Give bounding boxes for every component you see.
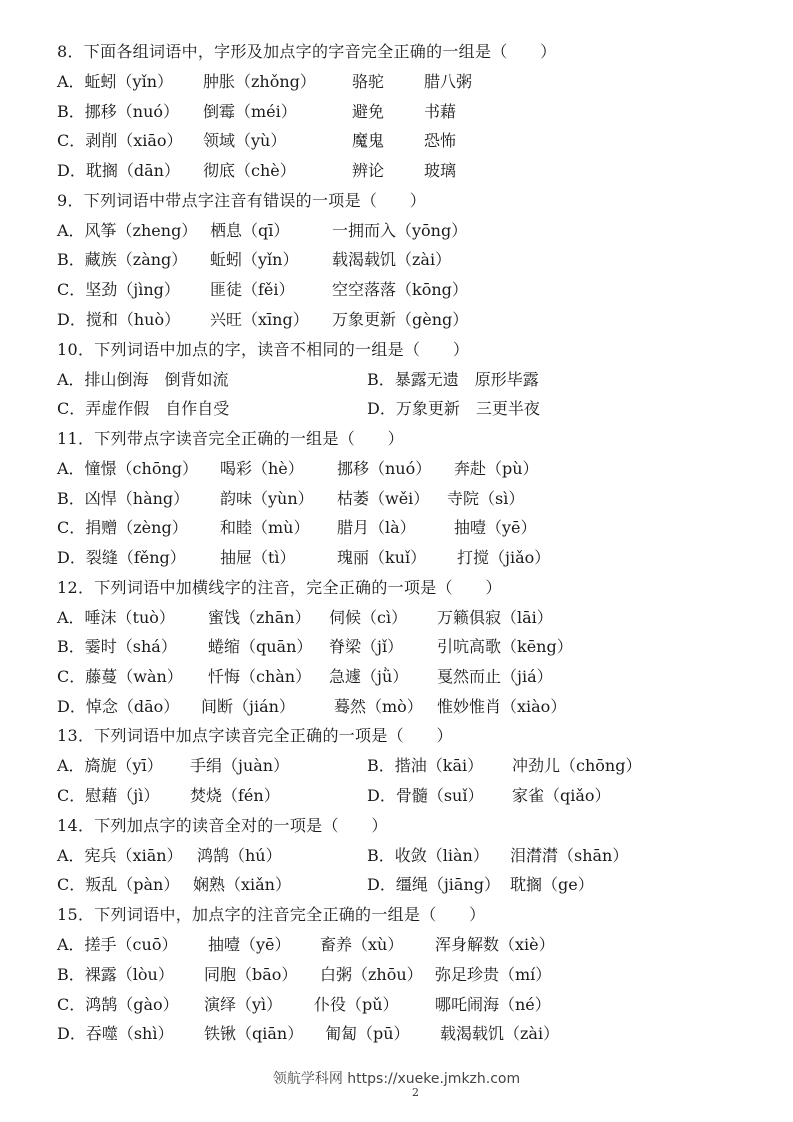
option-cell: 戛然而止（jiá）	[437, 667, 553, 686]
option-cell: 空空落落（kōng）	[332, 280, 468, 300]
option-cell: 书藉	[424, 101, 457, 121]
option-row	[57, 781, 777, 811]
option-cell: 蜷缩（quān）	[208, 637, 313, 657]
option-row	[57, 990, 777, 1020]
option-cell: A．风筝（zheng）	[57, 220, 198, 240]
option-cell: 同胞（bāo）	[204, 964, 298, 984]
question-title: 12．下列词语中加横线字的注音，完全正确的一项是（ ）	[57, 577, 502, 597]
option-cell: 娴熟（xiǎn）	[193, 875, 291, 895]
option-cell: 辨论	[352, 161, 385, 181]
option-cell: 腊月（là）	[337, 518, 416, 538]
option-row	[57, 245, 777, 275]
option-row	[57, 365, 777, 395]
option-cell: C．捐赠（zèng）	[57, 518, 188, 538]
question-title: 14．下列加点字的读音全对的一项是（ ）	[57, 815, 388, 835]
option-cell: 焚烧（fén）	[190, 786, 280, 806]
option-cell: 铁锹（qiān）	[204, 1024, 304, 1044]
question-title: 8．下面各组词语中，字形及加点字的字音完全正确的一组是（ ）	[57, 42, 557, 61]
option-row	[57, 513, 777, 543]
option-cell: 韵味（yùn）	[220, 488, 314, 508]
option-cell: B．霎时（shá）	[57, 637, 177, 657]
option-cell: 手绢（juàn）	[190, 756, 290, 776]
option-cell: 蚯蚓（yǐn）	[210, 250, 299, 270]
option-cell: D．搅和（huò）	[57, 309, 181, 329]
option-cell: 万象更新（gèng）	[332, 309, 469, 329]
option-cell: 喝彩（hè）	[220, 458, 304, 478]
option-cell: C．叛乱（pàn）	[57, 875, 180, 895]
option-row	[57, 454, 777, 484]
option-cell: B．暴露无遗 原形毕露	[367, 369, 539, 389]
page-number: 2	[412, 1086, 419, 1099]
option-cell: 匪徒（fěi）	[210, 280, 295, 300]
option-cell: 伺候（cì）	[329, 607, 408, 627]
question-block	[57, 424, 777, 573]
option-cell: B．凶悍（hàng）	[57, 488, 190, 508]
option-cell: A．蚯蚓（yǐn）	[57, 72, 174, 91]
option-cell: D．骨髓（suǐ）	[367, 786, 484, 806]
question-block	[57, 900, 777, 1049]
option-cell: 枯萎（wěi）	[337, 488, 430, 508]
option-cell: 浑身解数（xiè）	[435, 935, 555, 955]
option-row	[57, 126, 777, 156]
option-row	[57, 156, 777, 186]
option-cell: 挪移（nuó）	[337, 458, 432, 478]
option-row	[57, 870, 777, 900]
option-row	[57, 67, 777, 97]
option-cell: 匍匐（pū）	[325, 1024, 410, 1044]
option-cell: 领域（yù）	[203, 131, 287, 151]
option-cell: 载渴载饥（zài）	[332, 250, 452, 270]
option-cell: 家雀（qiǎo）	[512, 786, 611, 806]
option-cell: C．藤蔓（wàn）	[57, 667, 183, 686]
option-row	[57, 275, 777, 305]
option-cell: 忏悔（chàn）	[208, 667, 312, 686]
option-row	[57, 216, 777, 246]
option-cell: 避免	[352, 101, 385, 121]
option-cell: C．鸿鹄（gào）	[57, 994, 179, 1014]
question-title: 9．下列词语中带点字注音有错误的一项是（ ）	[57, 190, 427, 210]
option-row	[57, 484, 777, 514]
question-document	[57, 37, 777, 1049]
option-cell: 耽搁（ge）	[510, 875, 594, 895]
option-cell: D．裂缝（fěng）	[57, 547, 186, 567]
option-cell: 抽噎（yē）	[454, 518, 537, 538]
option-row	[57, 543, 777, 573]
option-cell: 骆驼	[352, 72, 385, 91]
question-title: 13．下列词语中加点字读音完全正确的一项是（ ）	[57, 726, 453, 746]
option-cell: 演绎（yì）	[204, 994, 283, 1014]
option-cell: 肿胀（zhǒng）	[203, 72, 316, 91]
option-cell: C．剥削（xiāo）	[57, 131, 183, 151]
option-cell: 畜养（xù）	[320, 935, 404, 955]
option-cell: 哪吒闹海（né）	[435, 994, 551, 1014]
option-row	[57, 1019, 777, 1049]
option-cell: 栖息（qī）	[210, 220, 290, 240]
option-row	[57, 930, 777, 960]
option-cell: 恐怖	[424, 131, 457, 151]
footer-watermark: 领航学科网 https://xueke.jmkzh.com	[272, 1071, 521, 1087]
question-block	[57, 573, 777, 722]
option-cell: B．挪移（nuó）	[57, 101, 180, 121]
option-cell: 抽噎（yē）	[208, 935, 291, 955]
option-row	[57, 632, 777, 662]
question-block	[57, 335, 777, 424]
option-cell: B．揩油（kāi）	[367, 756, 484, 776]
option-cell: B．裸露（lòu）	[57, 964, 174, 984]
option-cell: 腊八粥	[424, 72, 473, 91]
option-cell: A．旖旎（yī）	[57, 756, 163, 776]
question-title: 10．下列词语中加点的字，读音不相同的一组是（ ）	[57, 339, 470, 359]
option-cell: A．搓手（cuō）	[57, 935, 178, 955]
option-cell: 玻璃	[424, 161, 457, 181]
option-cell: 抽屉（tì）	[220, 547, 296, 567]
option-cell: 彻底（chè）	[203, 161, 296, 181]
option-cell: 奔赴（pù）	[454, 458, 539, 478]
option-cell: 蜜饯（zhān）	[208, 607, 311, 627]
question-block	[57, 811, 777, 900]
question-title: 11．下列带点字读音完全正确的一组是（ ）	[57, 428, 404, 448]
option-cell: D．悼念（dāo）	[57, 696, 180, 716]
option-cell: 蓦然（mò）	[334, 696, 423, 716]
option-cell: 魔鬼	[352, 131, 385, 151]
option-cell: 一拥而入（yōng）	[332, 220, 468, 240]
question-block	[57, 721, 777, 810]
option-row	[57, 751, 777, 781]
question-title: 15．下列词语中，加点字的注音完全正确的一组是（ ）	[57, 905, 486, 925]
option-row	[57, 97, 777, 127]
option-cell: 兴旺（xīng）	[210, 309, 309, 329]
option-cell: 引吭高歌（kēng）	[437, 637, 573, 657]
option-cell: A．宪兵（xiān）	[57, 845, 183, 865]
option-cell: B．藏族（zàng）	[57, 250, 188, 270]
question-block	[57, 37, 777, 186]
option-cell: A．憧憬（chōng）	[57, 458, 199, 478]
option-cell: A．排山倒海 倒背如流	[57, 369, 229, 389]
option-row	[57, 692, 777, 722]
question-block	[57, 186, 777, 335]
option-row	[57, 305, 777, 335]
option-cell: 白粥（zhōu）	[320, 964, 423, 984]
option-cell: C．坚劲（jìng）	[57, 280, 180, 300]
option-row	[57, 662, 777, 692]
option-cell: 脊梁（jǐ）	[329, 637, 404, 657]
option-row	[57, 394, 777, 424]
option-cell: 急遽（jǜ）	[329, 667, 409, 686]
option-cell: 万籁俱寂（lāi）	[437, 607, 553, 627]
option-cell: 仆役（pǔ）	[314, 994, 399, 1014]
option-cell: B．收敛（liàn）	[367, 845, 489, 865]
option-cell: D．万象更新 三更半夜	[367, 399, 540, 419]
option-cell: 冲劲儿（chōng）	[512, 756, 642, 776]
option-cell: 间断（jián）	[201, 696, 295, 716]
option-cell: 惟妙惟肖（xiào）	[437, 696, 567, 716]
option-row	[57, 841, 777, 871]
option-cell: 泪潸潸（shān）	[510, 845, 629, 865]
option-cell: D．耽搁（dān）	[57, 161, 180, 181]
option-cell: 打搅（jiǎo）	[457, 547, 551, 567]
option-cell: 寺院（sì）	[447, 488, 525, 508]
option-cell: 和睦（mù）	[220, 518, 310, 538]
option-cell: 弥足珍贵（mí）	[435, 964, 552, 984]
option-cell: D．缰绳（jiāng）	[367, 875, 500, 895]
option-cell: 瑰丽（kuǐ）	[337, 547, 427, 567]
option-cell: A．唾沫（tuò）	[57, 607, 175, 627]
option-cell: 载渴载饥（zài）	[440, 1024, 560, 1044]
option-cell: 鸿鹄（hú）	[197, 845, 282, 865]
option-row	[57, 960, 777, 990]
option-cell: 倒霉（méi）	[203, 101, 297, 121]
option-cell: C．慰藉（jì）	[57, 786, 160, 806]
option-cell: C．弄虚作假 自作自受	[57, 399, 230, 419]
option-row	[57, 603, 777, 633]
option-cell: D．吞噬（shì）	[57, 1024, 174, 1044]
